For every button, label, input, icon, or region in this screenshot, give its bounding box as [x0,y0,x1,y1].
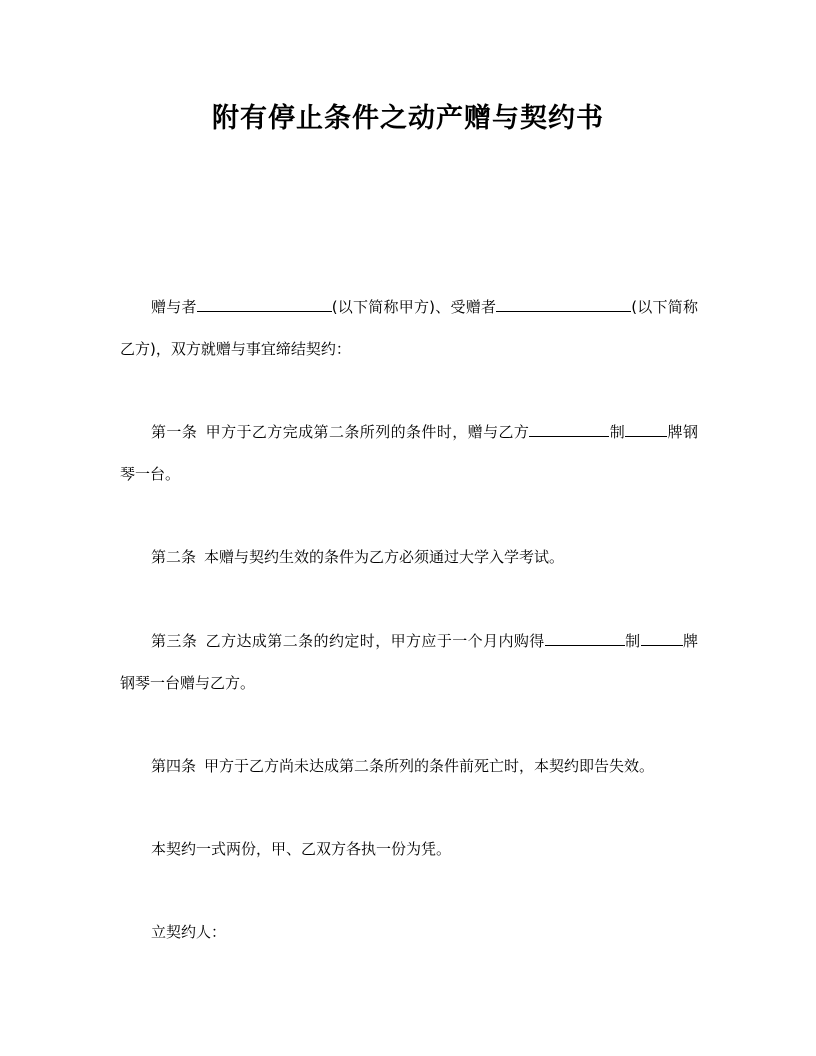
article-4-text: 甲方于乙方尚未达成第二条所列的条件前死亡时，本契约即告失效。 [204,757,655,775]
piano-origin-blank-1[interactable] [529,421,609,437]
document-title: 附有停止条件之动产赠与契约书 [212,103,604,134]
article-1-text-2: 制 [609,423,626,441]
article-2-text: 本赠与契约生效的条件为乙方必须通过大学入学考试。 [204,548,565,566]
article-2-label: 第二条 [151,548,197,566]
article-3-paragraph [120,620,698,704]
piano-origin-blank-2[interactable] [545,630,625,646]
article-3-text-1: 乙方达成第二条的约定时，甲方应于一个月内购得 [205,632,545,650]
copies-paragraph: 本契约一式两份，甲、乙双方各执一份为凭。 [151,840,452,858]
article-1-text-1: 甲方于乙方完成第二条所列的条件时，赠与乙方 [205,423,530,441]
donor-name-blank[interactable] [197,296,332,312]
intro-paragraph [120,286,698,370]
article-3-text-3: 牌钢琴一台赠与乙方。 [120,632,698,692]
piano-brand-blank-1[interactable] [625,421,667,437]
piano-brand-blank-2[interactable] [641,630,683,646]
signatories-label: 立契约人： [151,923,227,941]
donee-name-blank[interactable] [496,296,631,312]
intro-text-2: (以下简称甲方)、受赠者 [331,298,497,316]
article-3-label: 第三条 [151,632,198,650]
article-4-paragraph [120,745,698,787]
article-3-text-2: 制 [624,632,641,650]
article-1-text-3: 牌钢琴一台。 [120,423,698,483]
article-1-paragraph [120,411,698,495]
intro-text-3: (以下简称乙方)，双方就赠与事宜缔结契约： [120,298,698,358]
article-4-label: 第四条 [151,757,197,775]
article-1-label: 第一条 [151,423,198,441]
intro-text-1: 赠与者 [151,298,197,316]
article-2-paragraph [120,536,698,578]
